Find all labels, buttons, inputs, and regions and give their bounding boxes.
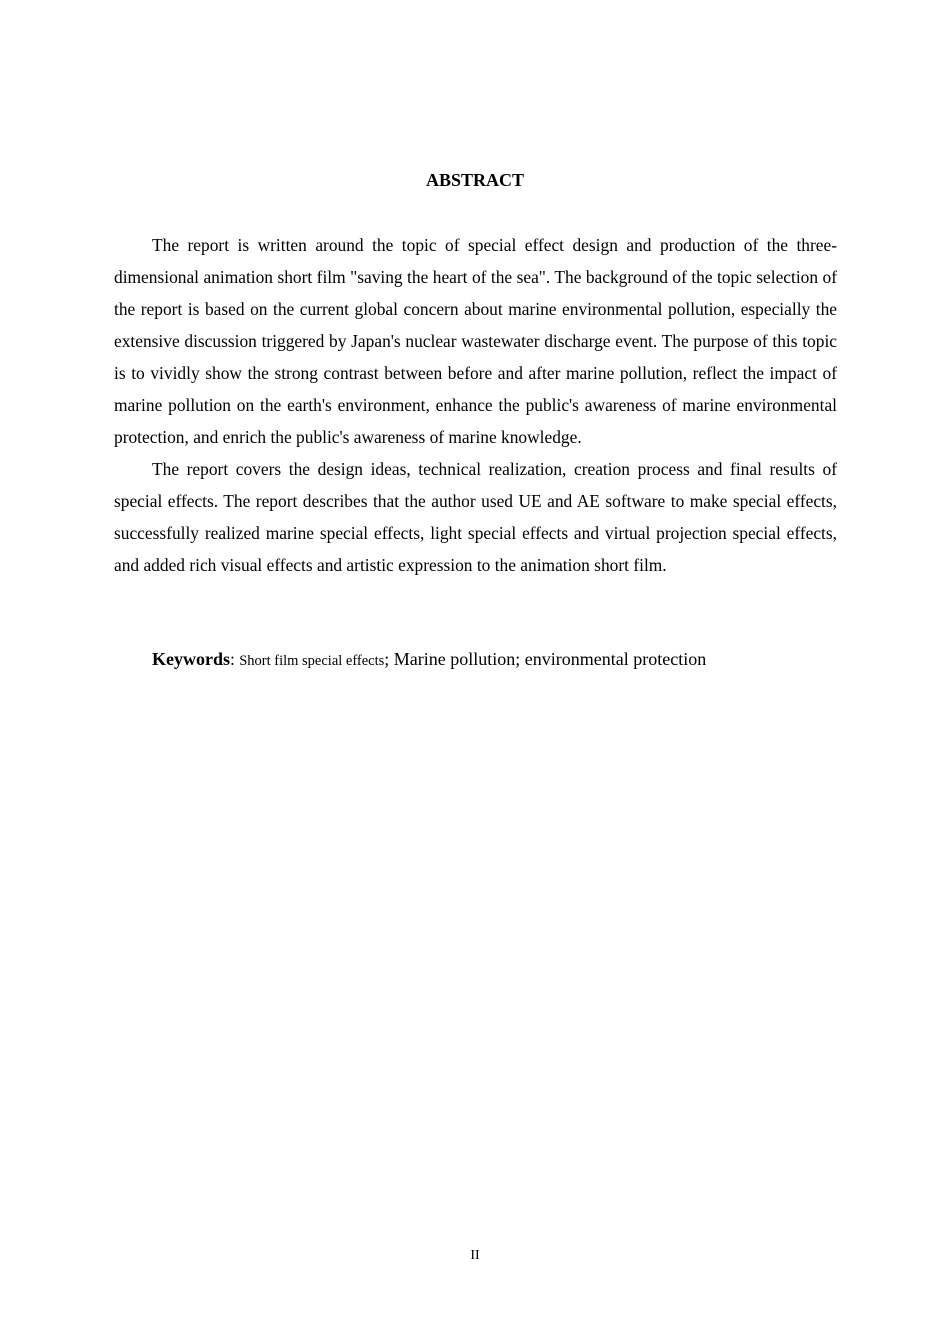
- keyword-short-film: Short film special effects: [239, 653, 385, 669]
- abstract-paragraph-2: The report covers the design ideas, technical realization, creation process and final results of special effects. The report describes that the author used UE and AE software to make special effects, successfully realized marine special effects, light special effects and virtual projection special effects, and added rich visual effects and artistic expression to the animation short film.: [114, 459, 837, 575]
- keywords-rest: ; Marine pollution; environmental protection: [384, 649, 707, 669]
- abstract-paragraph-1: The report is written around the topic of special effect design and production of the three-dimensional animation short film "saving the heart of the sea". The background of the topic selection of the report is based on the current global concern about marine environmental pollution, especially the extensive discussion triggered by Japan's nuclear wastewater discharge event. The purpose of this topic is to vividly show the strong contrast between before and after marine pollution, reflect the impact of marine pollution on the earth's environment, enhance the public's awareness of marine environmental protection, and enrich the public's awareness of marine knowledge.: [114, 235, 837, 447]
- abstract-body: [114, 229, 837, 581]
- keywords-line: [152, 643, 852, 677]
- abstract-title: ABSTRACT: [425, 170, 525, 190]
- keywords-label: Keywords: [152, 649, 230, 669]
- keywords-separator: :: [230, 649, 240, 669]
- page-number: II: [470, 1248, 480, 1263]
